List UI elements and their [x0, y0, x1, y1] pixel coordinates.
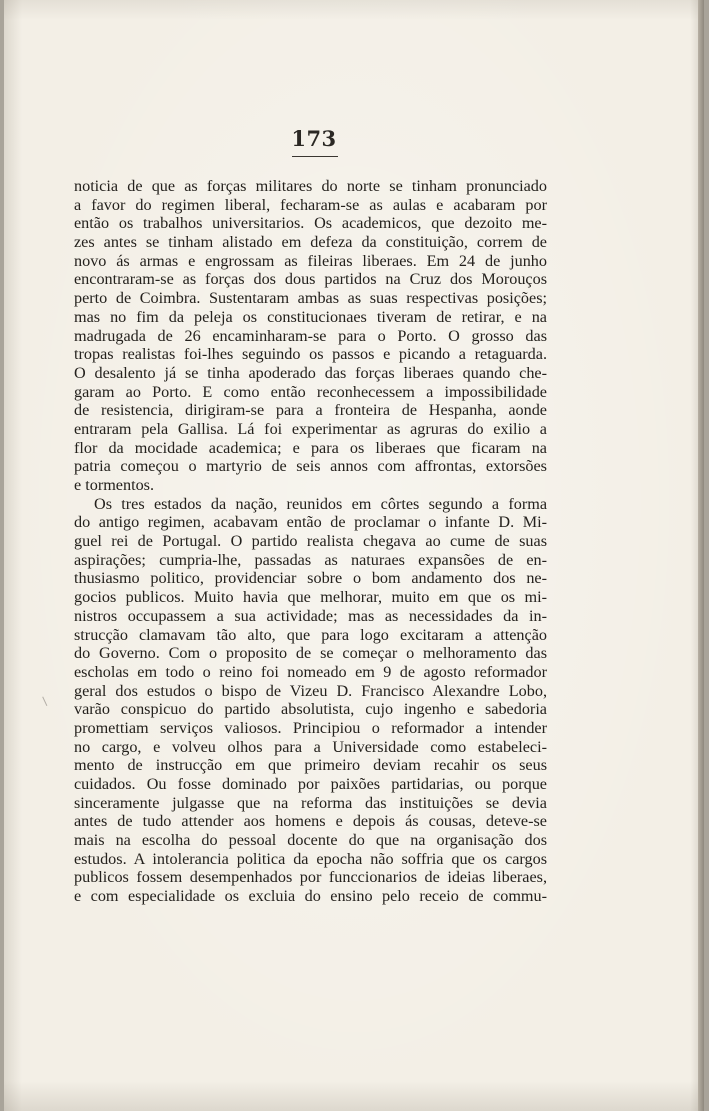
- text-line: escholas em todo o reino foi nomeado em 9 de agosto reformador: [74, 662, 547, 681]
- text-line: novo ás armas e engrossam as fileiras liberaes. Em 24 de junho: [74, 251, 547, 270]
- text-line: então os trabalhos universitarios. Os academicos, que dezoito me-: [74, 214, 547, 233]
- margin-mark: [42, 694, 53, 706]
- text-line: O desalento já se tinha apoderado das forças liberaes quando che-: [74, 363, 547, 382]
- text-line: zes antes se tinham alistado em defeza da constituição, correm de: [74, 233, 547, 252]
- text-line: strucção clamavam tão alto, que para logo excitaram a attenção: [74, 625, 547, 644]
- page-number-rule: [292, 156, 338, 157]
- text-line: e tormentos.: [74, 476, 155, 494]
- text-line: cuidados. Ou fosse dominado por paixões partidarias, ou porque: [74, 775, 547, 793]
- text-line: perto de Coimbra. Sustentaram ambas as suas respectivas posições;: [74, 289, 547, 308]
- page-edge-shadow: [698, 0, 704, 1111]
- text-line: madrugada de 26 encaminharam-se para o Porto. O grosso das: [74, 326, 547, 345]
- text-line: geral dos estudos o bispo de Vizeu D. Francisco Alexandre Lobo,: [74, 681, 547, 700]
- text-line: promettiam serviços valiosos. Principiou o reformador a intender: [74, 718, 547, 737]
- text-line: tropas realistas foi-lhes seguindo os passos e picando a retaguarda.: [74, 345, 547, 364]
- text-line: nistros occupassem a sua actividade; mas as necessidades da in-: [74, 606, 547, 625]
- text-line: estudos. A intolerancia politica da epocha não soffria que os cargos: [74, 849, 547, 868]
- text-line: antes de tudo attender aos homens e depois ás cousas, deteve-se: [74, 812, 547, 831]
- text-line: thusiasmo politico, providenciar sobre o bom andamento dos ne-: [74, 569, 547, 588]
- text-line: no cargo, e volveu olhos para a Universidade como estabeleci-: [74, 737, 547, 756]
- text-line: mas no fim da peleja os constitucionaes tiveram de retirar, e na: [74, 307, 547, 326]
- book-page: [4, 0, 704, 1111]
- text-line: garam ao Porto. E como então reconhecessem a impossibilidade: [74, 382, 547, 401]
- text-line: encontraram-se as forças dos dous partidos na Cruz dos Morouços: [74, 270, 547, 289]
- text-line: varão conspicuo do partido absolutista, cujo ingenho e sabedoria: [74, 700, 547, 719]
- body-text: [74, 177, 547, 906]
- text-line: guel rei de Portugal. O partido realista chegava ao cume de suas: [74, 532, 547, 551]
- text-line: gocios publicos. Muito havia que melhorar, muito em que os mi-: [74, 588, 547, 607]
- text-line: mais na escolha do pessoal docente do que na organisação dos: [74, 831, 547, 850]
- text-line: mento de instrucção em que primeiro deviam recahir os seus: [74, 756, 547, 775]
- text-line: aspirações; cumpria-lhe, passadas as naturaes expansões de en-: [74, 550, 547, 569]
- text-line: de resistencia, dirigiram-se para a fronteira de Hespanha, aonde: [74, 401, 547, 420]
- text-line: publicos fossem desempenhados por funccionarios de ideias liberaes,: [74, 868, 547, 887]
- text-line: noticia de que as forças militares do norte se tinham pronunciado: [74, 177, 547, 195]
- page-number: 173: [291, 126, 337, 151]
- text-line: do Governo. Com o proposito de se começar o melhoramento das: [74, 644, 547, 663]
- text-line: Os tres estados da nação, reunidos em côrtes segundo a forma: [94, 494, 547, 513]
- text-line: do antigo regimen, acabavam então de proclamar o infante D. Mi-: [74, 513, 547, 532]
- text-line: patria começou o martyrio de seis annos com affrontas, extorsões: [74, 457, 547, 476]
- text-line: a favor do regimen liberal, fecharam-se as aulas e acabaram por: [74, 195, 547, 214]
- text-line: sinceramente julgasse que na reforma das instituições se devia: [74, 793, 547, 812]
- text-line: flor da mocidade academica; e para os liberaes que ficaram na: [74, 438, 547, 457]
- text-line: e com especialidade os excluia do ensino pelo receio de commu-: [74, 887, 547, 906]
- text-line: entraram pela Gallisa. Lá foi experimentar as agruras do exilio a: [74, 419, 547, 438]
